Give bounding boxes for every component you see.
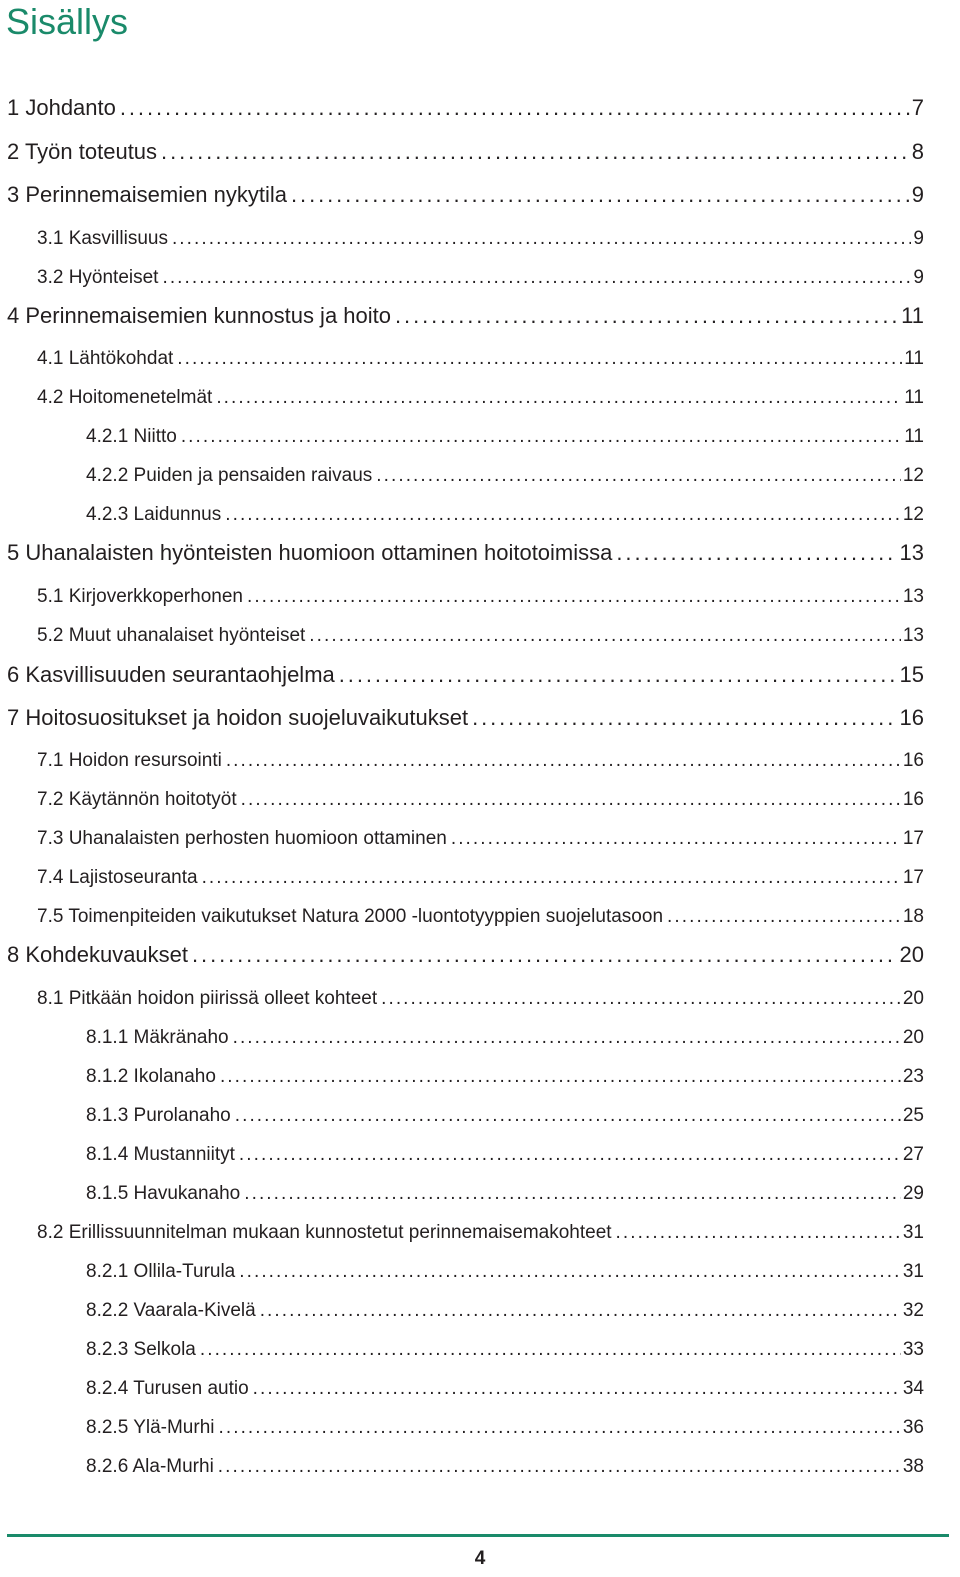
leader-dots bbox=[192, 940, 897, 970]
toc-entry-label: 7.1 Hoidon resursointi bbox=[37, 750, 222, 771]
leader-dots bbox=[177, 344, 902, 374]
toc-entry-page: 31 bbox=[902, 1222, 924, 1243]
toc-entry[interactable] bbox=[86, 1452, 924, 1482]
toc-entry[interactable] bbox=[37, 621, 924, 651]
toc-entry-label: 8.1.4 Mustanniityt bbox=[86, 1144, 235, 1165]
toc-entry-label: 4.1 Lähtökohdat bbox=[37, 348, 174, 369]
toc-entry[interactable] bbox=[37, 344, 924, 374]
toc-entry-label: 8.2.6 Ala-Murhi bbox=[86, 1456, 214, 1477]
toc-entry-page: 11 bbox=[901, 303, 924, 328]
toc-entry[interactable] bbox=[86, 1335, 924, 1365]
toc-entry-page: 29 bbox=[902, 1183, 924, 1204]
leader-dots bbox=[241, 785, 901, 815]
leader-dots bbox=[162, 263, 911, 293]
leader-dots bbox=[244, 1179, 901, 1209]
toc-entry[interactable] bbox=[86, 422, 924, 452]
toc-entry-label: 8.2.5 Ylä-Murhi bbox=[86, 1417, 215, 1438]
toc-entry-label: 1 Johdanto bbox=[7, 95, 116, 120]
toc-entry[interactable] bbox=[86, 461, 924, 491]
toc-entry-page: 16 bbox=[899, 705, 924, 730]
toc-entry-label: 3.1 Kasvillisuus bbox=[37, 228, 168, 249]
leader-dots bbox=[239, 1140, 901, 1170]
toc-entry-label: 4.2.1 Niitto bbox=[86, 426, 177, 447]
toc-entry[interactable] bbox=[86, 1413, 924, 1443]
leader-dots bbox=[616, 1218, 901, 1248]
leader-dots bbox=[309, 621, 901, 651]
toc-entry[interactable] bbox=[7, 940, 924, 970]
toc-entry-page: 16 bbox=[902, 789, 924, 810]
toc-entry-label: 7 Hoitosuositukset ja hoidon suojeluvaikutukset bbox=[7, 705, 469, 730]
toc-entry-page: 9 bbox=[911, 182, 924, 207]
leader-dots bbox=[216, 383, 902, 413]
toc-entry-page: 20 bbox=[902, 1027, 924, 1048]
leader-dots bbox=[220, 1062, 901, 1092]
toc-entry-page: 13 bbox=[902, 625, 924, 646]
toc-entry-label: 4.2 Hoitomenetelmät bbox=[37, 387, 213, 408]
toc-entry-page: 13 bbox=[902, 586, 924, 607]
toc-entry-page: 31 bbox=[902, 1261, 924, 1282]
toc-entry-label: 4 Perinnemaisemien kunnostus ja hoito bbox=[7, 303, 392, 328]
leader-dots bbox=[225, 500, 901, 530]
toc-entry[interactable] bbox=[86, 1257, 924, 1287]
toc-entry-page: 13 bbox=[899, 540, 924, 565]
toc-entry-page: 9 bbox=[913, 228, 924, 249]
toc-entry-label: 8.2.2 Vaarala-Kivelä bbox=[86, 1300, 256, 1321]
toc-entry-label: 2 Työn toteutus bbox=[7, 139, 158, 164]
leader-dots bbox=[172, 224, 911, 254]
toc-entry-page: 17 bbox=[902, 828, 924, 849]
leader-dots bbox=[260, 1296, 901, 1326]
toc-entry-label: 8.2.3 Selkola bbox=[86, 1339, 196, 1360]
leader-dots bbox=[181, 422, 902, 452]
leader-dots bbox=[667, 902, 901, 932]
leader-dots bbox=[218, 1452, 901, 1482]
toc-entry-label: 8.2.4 Turusen autio bbox=[86, 1378, 249, 1399]
toc-entry-page: 12 bbox=[902, 504, 924, 525]
toc-entry[interactable] bbox=[37, 1218, 924, 1248]
toc-entry[interactable] bbox=[37, 746, 924, 776]
toc-entry-label: 5 Uhanalaisten hyönteisten huomioon ottaminen hoitotoimissa bbox=[7, 540, 613, 565]
toc-entry-label: 5.2 Muut uhanalaiset hyönteiset bbox=[37, 625, 306, 646]
toc-entry[interactable] bbox=[86, 1179, 924, 1209]
leader-dots bbox=[200, 1335, 901, 1365]
toc-entry-label: 5.1 Kirjoverkkoperhonen bbox=[37, 586, 243, 607]
toc-entry-label: 8.1.1 Mäkränaho bbox=[86, 1027, 229, 1048]
toc-entry-page: 8 bbox=[911, 139, 924, 164]
toc-entry[interactable] bbox=[37, 263, 924, 293]
toc-entry-label: 8.1.5 Havukanaho bbox=[86, 1183, 241, 1204]
toc-entry-page: 15 bbox=[899, 662, 924, 687]
toc-entry-label: 4.2.3 Laidunnus bbox=[86, 504, 222, 525]
toc-entry-page: 27 bbox=[902, 1144, 924, 1165]
leader-dots bbox=[291, 180, 910, 210]
leader-dots bbox=[202, 863, 901, 893]
leader-dots bbox=[233, 1023, 901, 1053]
toc-entry-page: 32 bbox=[902, 1300, 924, 1321]
toc-entry[interactable] bbox=[7, 538, 924, 568]
toc-entry[interactable] bbox=[86, 1140, 924, 1170]
toc-entry[interactable] bbox=[86, 500, 924, 530]
toc-entry-page: 38 bbox=[902, 1456, 924, 1477]
toc-entry[interactable] bbox=[7, 703, 924, 733]
toc-entry-page: 11 bbox=[904, 387, 924, 408]
toc-entry[interactable] bbox=[86, 1023, 924, 1053]
toc-entry-page: 36 bbox=[902, 1417, 924, 1438]
toc-entry-page: 18 bbox=[902, 906, 924, 927]
toc-entry-page: 11 bbox=[904, 348, 924, 369]
toc-entry-page: 11 bbox=[904, 426, 924, 447]
toc-entry-label: 7.2 Käytännön hoitotyöt bbox=[37, 789, 237, 810]
toc-entry[interactable] bbox=[7, 660, 924, 690]
toc-entry-page: 34 bbox=[902, 1378, 924, 1399]
toc-entry-label: 8.1.2 Ikolanaho bbox=[86, 1066, 216, 1087]
toc-entry[interactable] bbox=[86, 1374, 924, 1404]
toc-entry-label: 8.2 Erillissuunnitelman mukaan kunnostetut perinnemaisemakohteet bbox=[37, 1222, 612, 1243]
leader-dots bbox=[161, 137, 910, 167]
toc-entry-label: 8.2.1 Ollila-Turula bbox=[86, 1261, 236, 1282]
leader-dots bbox=[376, 461, 901, 491]
toc-entry[interactable] bbox=[37, 582, 924, 612]
toc-entry[interactable] bbox=[37, 785, 924, 815]
toc-entry-page: 16 bbox=[902, 750, 924, 771]
toc-entry[interactable] bbox=[37, 224, 924, 254]
leader-dots bbox=[616, 538, 897, 568]
leader-dots bbox=[226, 746, 901, 776]
toc-entry-label: 8.1 Pitkään hoidon piirissä olleet kohteet bbox=[37, 988, 378, 1009]
toc-entry-page: 20 bbox=[899, 942, 924, 967]
leader-dots bbox=[120, 93, 910, 123]
toc-entry[interactable] bbox=[86, 1062, 924, 1092]
leader-dots bbox=[247, 582, 901, 612]
toc-entry-page: 9 bbox=[913, 267, 924, 288]
toc-entry-page: 17 bbox=[902, 867, 924, 888]
toc-entry-label: 4.2.2 Puiden ja pensaiden raivaus bbox=[86, 465, 373, 486]
leader-dots bbox=[472, 703, 897, 733]
toc-entry[interactable] bbox=[86, 1101, 924, 1131]
leader-dots bbox=[235, 1101, 901, 1131]
leader-dots bbox=[451, 824, 901, 854]
toc-entry-label: 6 Kasvillisuuden seurantaohjelma bbox=[7, 662, 335, 687]
toc-entry[interactable] bbox=[37, 824, 924, 854]
toc-entry-label: 8 Kohdekuvaukset bbox=[7, 942, 189, 967]
toc-entry-page: 25 bbox=[902, 1105, 924, 1126]
toc-entry-label: 7.3 Uhanalaisten perhosten huomioon ottaminen bbox=[37, 828, 447, 849]
leader-dots bbox=[339, 660, 898, 690]
leader-dots bbox=[253, 1374, 901, 1404]
toc-entry-label: 3.2 Hyönteiset bbox=[37, 267, 159, 288]
leader-dots bbox=[395, 301, 899, 331]
toc-entry-label: 8.1.3 Purolanaho bbox=[86, 1105, 231, 1126]
toc-entry-label: 7.4 Lajistoseuranta bbox=[37, 867, 198, 888]
toc-entry[interactable] bbox=[37, 984, 924, 1014]
toc-entry-page: 23 bbox=[902, 1066, 924, 1087]
leader-dots bbox=[239, 1257, 901, 1287]
toc-entry[interactable] bbox=[86, 1296, 924, 1326]
toc-entry-page: 7 bbox=[911, 95, 924, 120]
toc-entry-page: 33 bbox=[902, 1339, 924, 1360]
toc-entry-page: 20 bbox=[902, 988, 924, 1009]
toc-entry-label: 7.5 Toimenpiteiden vaikutukset Natura 2000 -luontotyyppien suojelutasoon bbox=[37, 906, 664, 927]
page-title: Sisällys bbox=[6, 1, 129, 42]
page-number: 4 bbox=[474, 1548, 486, 1569]
toc-entry[interactable] bbox=[37, 863, 924, 893]
toc-entry-page: 12 bbox=[902, 465, 924, 486]
toc-entry[interactable] bbox=[37, 902, 924, 932]
leader-dots bbox=[381, 984, 901, 1014]
toc-entry[interactable] bbox=[7, 301, 924, 331]
toc-entry[interactable] bbox=[7, 93, 924, 123]
toc-entry-label: 3 Perinnemaisemien nykytila bbox=[7, 182, 288, 207]
toc-entry[interactable] bbox=[37, 383, 924, 413]
toc-entry[interactable] bbox=[7, 137, 924, 167]
toc-entry[interactable] bbox=[7, 180, 924, 210]
footer-divider bbox=[7, 1534, 949, 1537]
leader-dots bbox=[219, 1413, 901, 1443]
